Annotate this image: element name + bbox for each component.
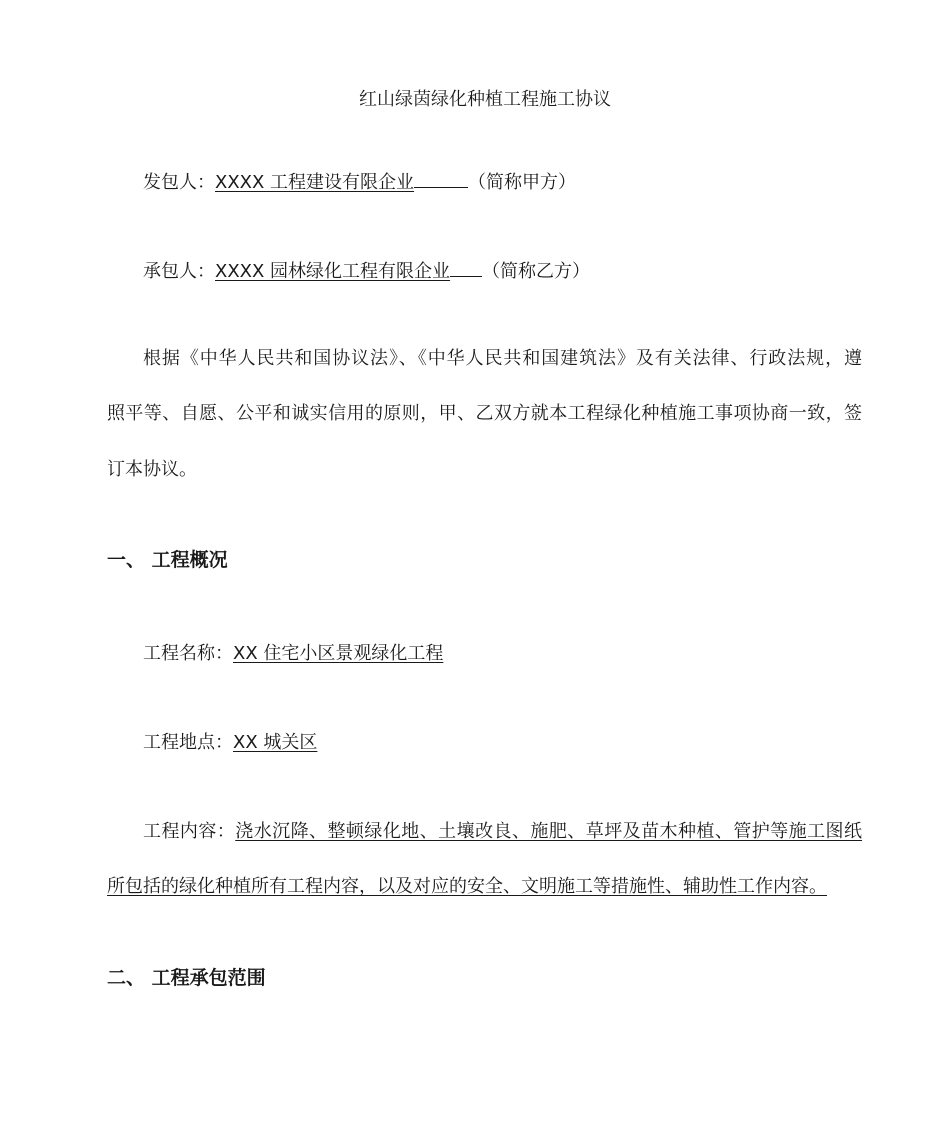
- project-location-label: 工程地点：: [143, 732, 233, 753]
- project-content-line-2: [107, 875, 827, 899]
- section-2-heading: 二、 工程承包范围: [107, 967, 266, 989]
- project-content-label: 工程内容：: [143, 821, 236, 842]
- project-name-value: XX 住宅小区景观绿化工程: [233, 643, 444, 664]
- party-b-line: [143, 257, 590, 284]
- preamble-text-1: 根据《中华人民共和国协议法》、《中华人民共和国建筑法》及有关法律、行政法规，遵: [143, 348, 862, 369]
- party-a-name: XXXX 工程建设有限企业: [215, 172, 415, 193]
- project-location-line: [143, 731, 317, 755]
- project-content-line-1: [143, 820, 862, 844]
- preamble-text-2: 照平等、自愿、公平和诚实信用的原则，甲、乙双方就本工程绿化种植施工事项协商一致，签: [107, 403, 862, 424]
- project-content-text-2: 所包括的绿化种植所有工程内容，以及对应的安全、文明施工等措施性、辅助性工作内容。: [107, 876, 827, 897]
- party-b-blank: [450, 257, 482, 277]
- party-b-suffix: （简称乙方）: [482, 261, 591, 282]
- project-name-label: 工程名称：: [143, 643, 233, 664]
- party-a-suffix: （简称甲方）: [468, 172, 577, 193]
- party-a-line: [143, 168, 576, 195]
- document-title: 红山绿茵绿化种植工程施工协议: [359, 89, 611, 110]
- project-location-value: XX 城关区: [233, 732, 318, 753]
- party-a-blank: [414, 168, 468, 188]
- project-content-text-1: 浇水沉降、整顿绿化地、土壤改良、施肥、草坪及苗木种植、管护等施工图纸: [235, 821, 863, 842]
- section-1-heading: 一、 工程概况: [107, 549, 228, 571]
- project-name-line: [143, 642, 443, 666]
- party-b-label: 承包人：: [143, 261, 215, 282]
- preamble-text-3: 订本协议。: [107, 459, 197, 480]
- preamble-line-1: [143, 347, 862, 371]
- party-a-label: 发包人：: [143, 172, 215, 193]
- party-b-name: XXXX 园林绿化工程有限企业: [215, 261, 451, 282]
- preamble-line-2: [107, 402, 862, 426]
